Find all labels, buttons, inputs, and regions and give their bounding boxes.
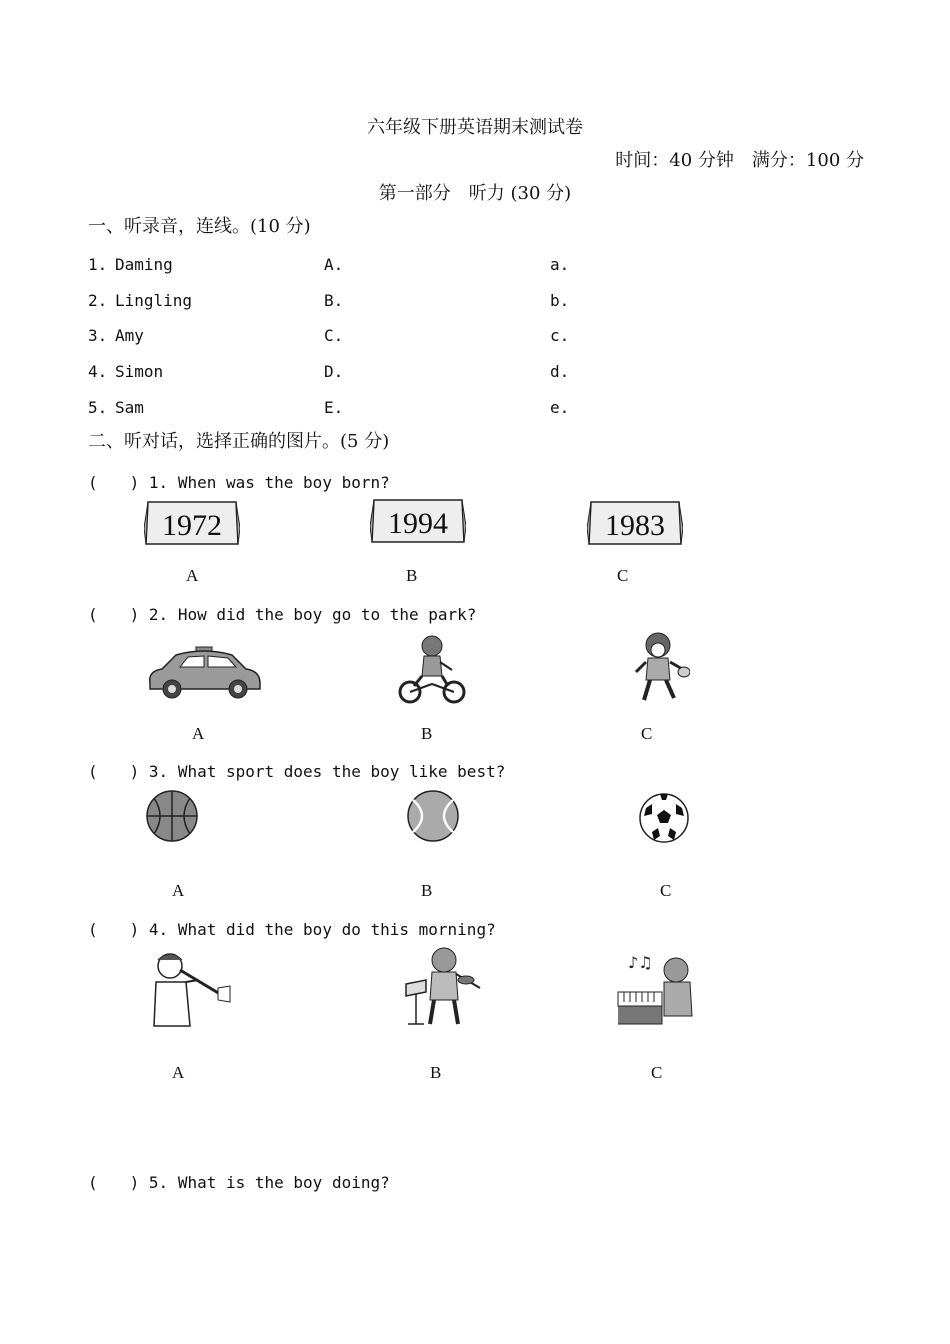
question-text: 3. What sport does the boy like best? xyxy=(148,762,506,781)
answer-bracket[interactable]: ( ) xyxy=(88,1173,140,1192)
option-label: C xyxy=(641,724,653,743)
match-name: Simon xyxy=(115,362,164,381)
option-label: B xyxy=(421,724,433,743)
match-option: d. xyxy=(550,362,570,381)
match-name: Daming xyxy=(115,255,173,274)
match-num: 4. xyxy=(88,362,108,381)
year-card-icon xyxy=(144,500,240,548)
year-label: 1994 xyxy=(388,507,448,540)
option-label: C xyxy=(651,1063,663,1082)
question-text: 2. How did the boy go to the park? xyxy=(148,605,477,624)
year-card-icon xyxy=(370,498,466,546)
violin-player-icon xyxy=(400,944,486,1028)
motorbike-boy-icon xyxy=(396,632,468,704)
section2-heading: 二、听对话，选择正确的图片。(5 分) xyxy=(88,431,390,452)
question-3 xyxy=(88,759,505,782)
part-title: 第一部分 听力 (30 分) xyxy=(378,183,572,204)
match-option: a. xyxy=(550,255,570,274)
match-option: A. xyxy=(324,255,344,274)
basketball-icon xyxy=(144,788,200,844)
option-label: C xyxy=(617,566,629,585)
trumpet-player-icon xyxy=(150,948,234,1028)
exam-meta: 时间：40 分钟 满分：100 分 xyxy=(615,150,864,171)
match-option: D. xyxy=(324,362,344,381)
match-num: 3. xyxy=(88,326,108,345)
option-label: B xyxy=(421,881,433,900)
match-option: B. xyxy=(324,291,344,310)
taxi-icon xyxy=(144,645,264,701)
option-label: A xyxy=(172,1063,185,1082)
answer-bracket[interactable]: ( ) xyxy=(88,920,140,939)
match-name: Amy xyxy=(115,326,144,345)
option-label: B xyxy=(406,566,418,585)
match-option: e. xyxy=(550,398,570,417)
match-option: C. xyxy=(324,326,344,345)
walking-boy-icon xyxy=(630,630,690,706)
option-label: B xyxy=(430,1063,442,1082)
match-name: Sam xyxy=(115,398,144,417)
svg-text:♪♫: ♪♫ xyxy=(628,953,653,972)
year-label: 1983 xyxy=(605,509,665,542)
match-num: 2. xyxy=(88,291,108,310)
year-label: 1972 xyxy=(162,509,222,542)
question-5 xyxy=(88,1170,390,1193)
question-text: 1. When was the boy born? xyxy=(148,473,390,492)
answer-bracket[interactable]: ( ) xyxy=(88,762,140,781)
match-name: Lingling xyxy=(115,291,193,310)
question-4 xyxy=(88,917,496,940)
question-1 xyxy=(88,470,390,493)
question-text: 4. What did the boy do this morning? xyxy=(148,920,496,939)
question-text: 5. What is the boy doing? xyxy=(148,1173,390,1192)
match-option: E. xyxy=(324,398,344,417)
question-2 xyxy=(88,602,476,625)
football-icon xyxy=(638,792,690,844)
match-num: 1. xyxy=(88,255,108,274)
option-label: A xyxy=(172,881,185,900)
match-option: c. xyxy=(550,326,570,345)
tennis-ball-icon xyxy=(405,788,461,844)
year-card-icon xyxy=(587,500,683,548)
option-label: A xyxy=(186,566,199,585)
piano-player-icon xyxy=(614,950,696,1030)
match-option: b. xyxy=(550,291,570,310)
option-label: C xyxy=(660,881,672,900)
option-label: A xyxy=(192,724,205,743)
section1-heading: 一、听录音，连线。(10 分) xyxy=(88,216,311,237)
match-num: 5. xyxy=(88,398,108,417)
answer-bracket[interactable]: ( ) xyxy=(88,473,140,492)
answer-bracket[interactable]: ( ) xyxy=(88,605,140,624)
page-title: 六年级下册英语期末测试卷 xyxy=(367,117,583,138)
